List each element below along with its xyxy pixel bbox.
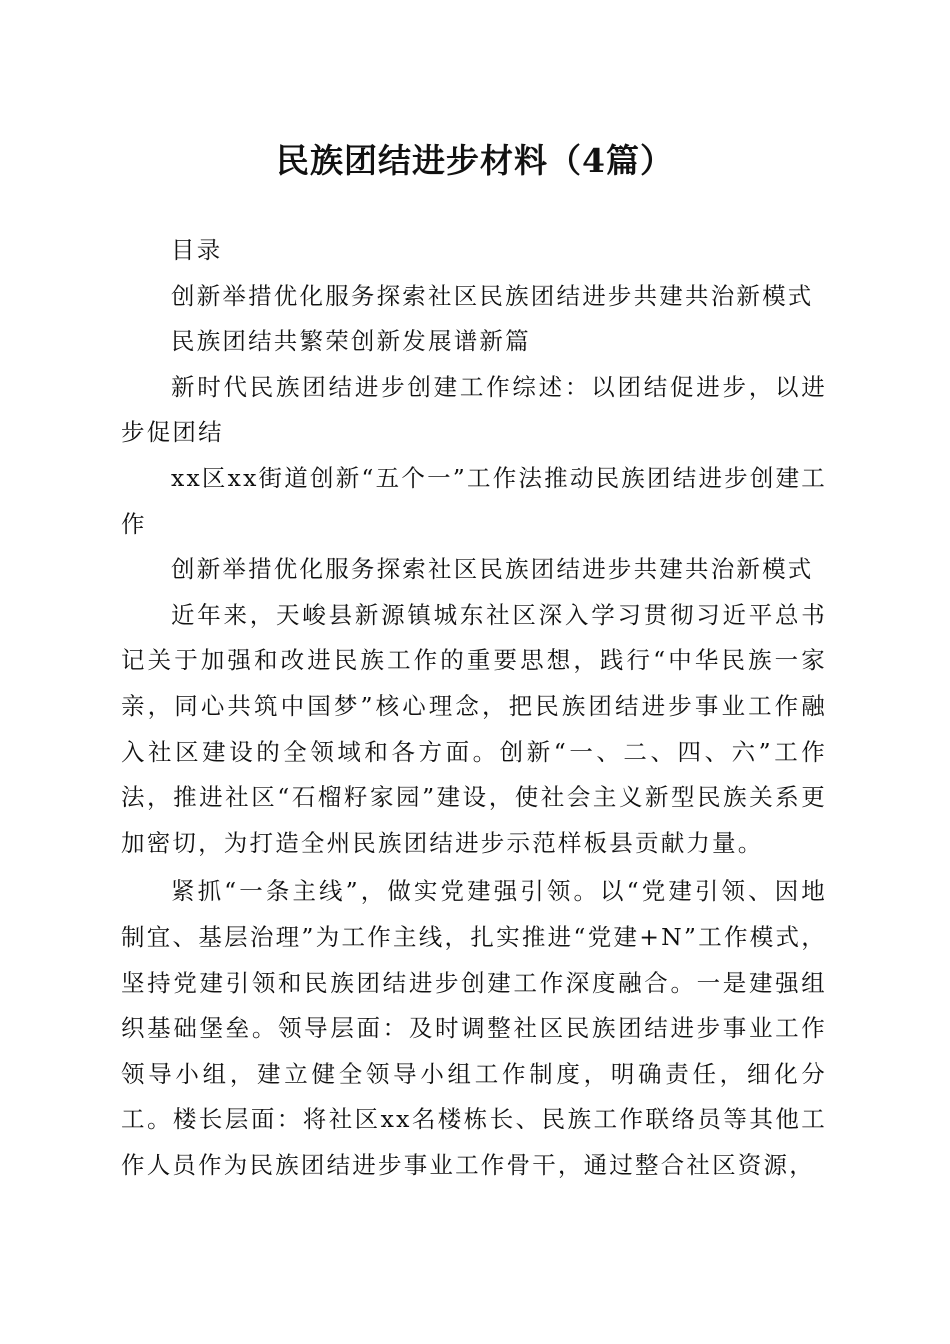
toc-item: 创新举措优化服务探索社区民族团结进步共建共治新模式: [171, 281, 814, 310]
toc-item: xx区xx街道创新“五个一”工作法推动民族团结进步创建工作: [121, 463, 827, 538]
toc-item: 民族团结共繁荣创新发展谱新篇: [171, 327, 531, 356]
body-paragraph: 紧抓“一条主线”，做实党建强引领。以“党建引领、因地制宜、基层治理”为工作主线，扎实推进“党建+N”工作模式，坚持党建引领和民族团结进步创建工作深度融合。一是建强组织基础堡垒。领导层面：及时调整社区民族团结进步事业工作领导小组，建立健全领导小组工作制度，明确责任，细化分工。楼长层面：将社区xx名楼栋长、民族工作联络员等其他工作人员作为民族团结进步事业工作骨干，通过整合社区资源，: [121, 877, 827, 1179]
section-title: 创新举措优化服务探索社区民族团结进步共建共治新模式: [171, 555, 814, 584]
toc-heading: 目录: [171, 236, 223, 264]
toc-item: 新时代民族团结进步创建工作综述：以团结促进步，以进步促团结: [121, 372, 827, 447]
body-paragraph: 近年来，天峻县新源镇城东社区深入学习贯彻习近平总书记关于加强和改进民族工作的重要思想，践行“中华民族一家亲，同心共筑中国梦”核心理念，把民族团结进步事业工作融入社区建设的全领域和各方面。创新“一、二、四、六”工作法，推进社区“石榴籽家园”建设，使社会主义新型民族关系更加密切，为打造全州民族团结进步示范样板县贡献力量。: [121, 600, 827, 857]
document-title: 民族团结进步材料（4篇）: [276, 141, 674, 180]
document-body: [121, 228, 827, 1188]
